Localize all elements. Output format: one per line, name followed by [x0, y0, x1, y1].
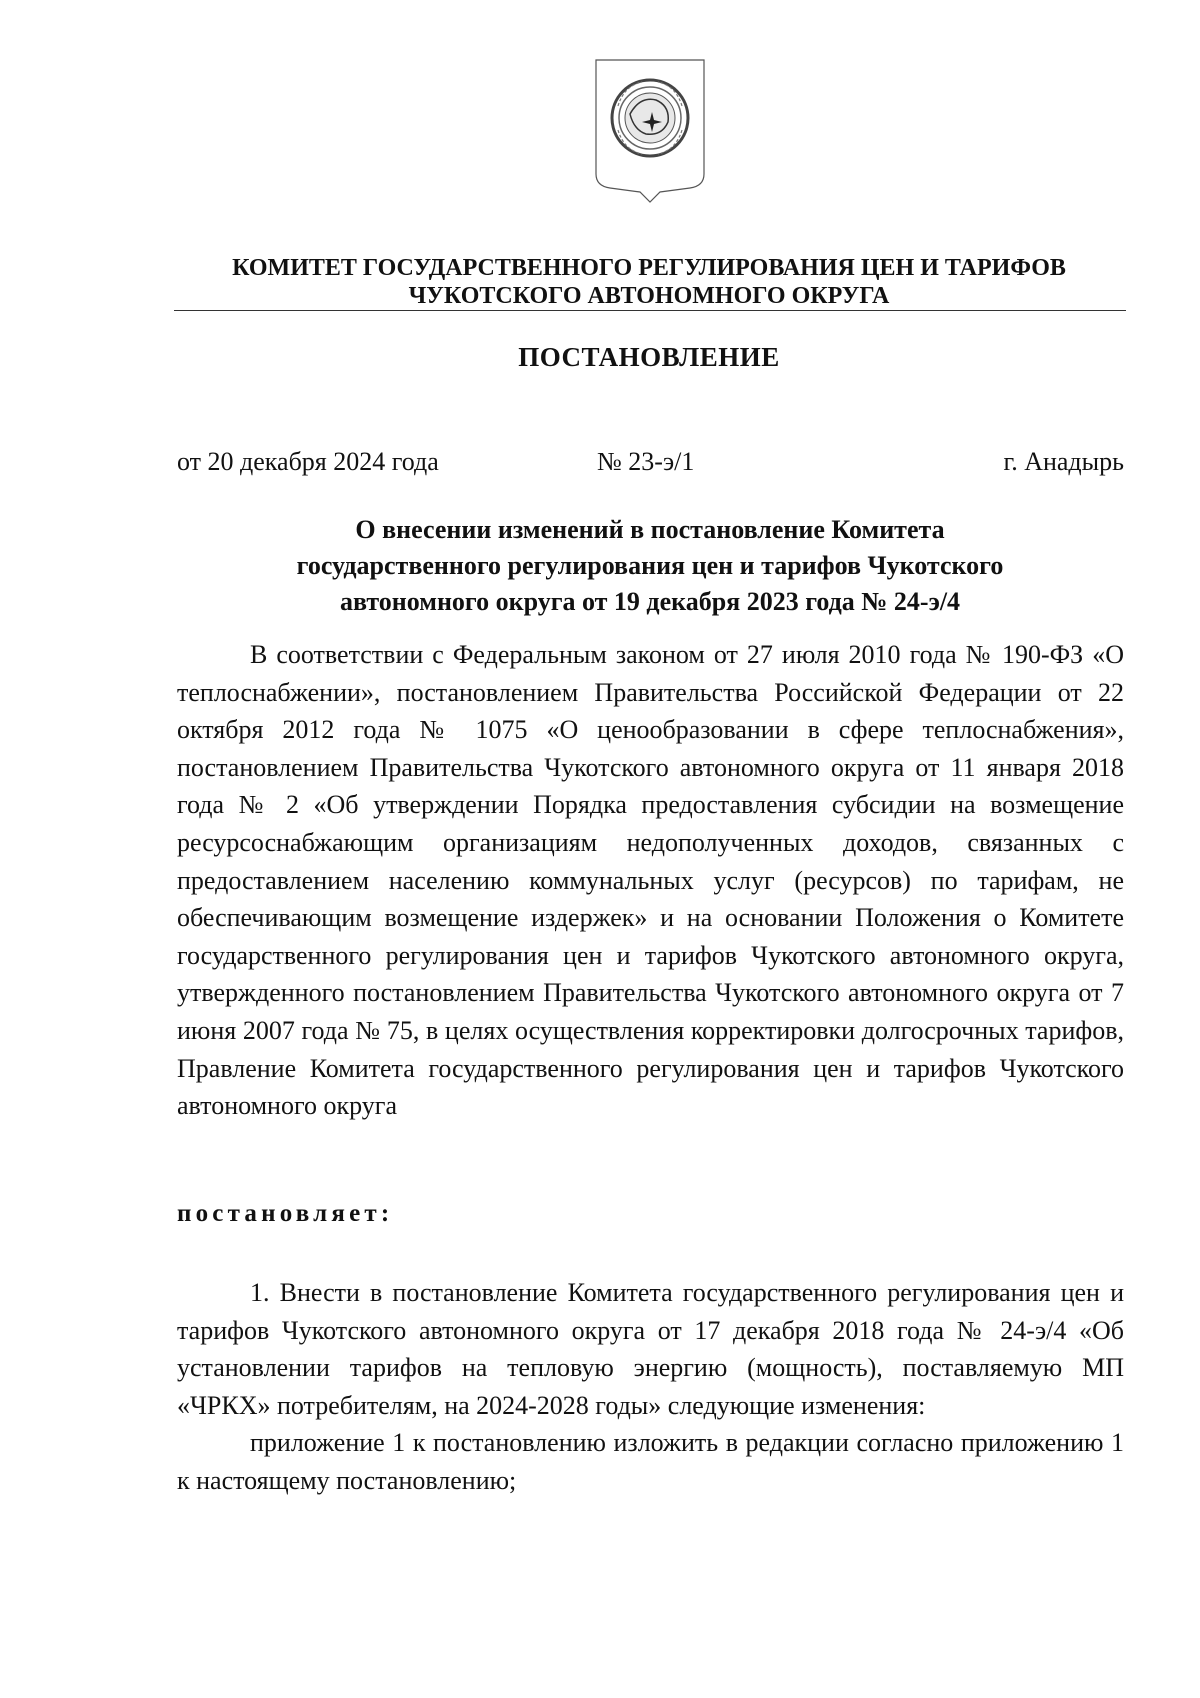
header-divider [174, 310, 1126, 311]
decree-items [177, 1274, 1124, 1500]
coat-of-arms-icon [590, 56, 710, 206]
document-title-line1: О внесении изменений в постановление Комитета [355, 515, 945, 544]
decree-word: постановляет: [177, 1200, 394, 1227]
decree-item-1: 1. Внести в постановление Комитета государственного регулирования цен и тарифов Чукотского автономного округа от 17 декабря 2018 года № 24-э/4 «Об установлении тарифов на тепловую энергию (мощность), поставляемую МП «ЧРКХ» потребителям, на 2024-2028 годы» следующие изменения: [177, 1278, 1124, 1420]
document-title [174, 512, 1126, 620]
preamble-section [177, 636, 1124, 1125]
decree-item-2: приложение 1 к постановлению изложить в редакции согласно приложению 1 к настоящему постановлению; [177, 1428, 1124, 1495]
document-title-line2: государственного регулирования цен и тарифов Чукотского [296, 551, 1004, 580]
document-date: от 20 декабря 2024 года [177, 447, 439, 476]
document-number: № 23-э/1 [597, 447, 695, 476]
organization-name-line2: ЧУКОТСКОГО АВТОНОМНОГО ОКРУГА [408, 283, 890, 309]
organization-name-line1: КОМИТЕТ ГОСУДАРСТВЕННОГО РЕГУЛИРОВАНИЯ ЦЕН И ТАРИФОВ [232, 255, 1066, 281]
document-title-line3: автономного округа от 19 декабря 2023 года № 24-э/4 [339, 587, 961, 616]
document-city: г. Анадырь [1003, 447, 1124, 476]
organization-name [174, 254, 1124, 310]
document-type: ПОСТАНОВЛЕНИЕ [518, 342, 780, 372]
preamble-paragraph: В соответствии с Федеральным законом от 27 июля 2010 года № 190-ФЗ «О теплоснабжении», постановлением Правительства Российской Федерации от 22 октября 2012 года № 1075 «О ценообразовании в сфере теплоснабжения», постановлением Правительства Чукотского автономного округа от 11 января 2018 года № 2 «Об утверждении Порядка предоставления субсидии на возмещение ресурсоснабжающим организациям недополученных доходов, связанных с предоставлением населению коммунальных услуг (ресурсов) по тарифам, не обеспечивающим возмещение издержек» и на основании Положения о Комитете государственного регулирования цен и тарифов Чукотского автономного округа, утвержденного постановлением Правительства Чукотского автономного округа от 7 июня 2007 года № 75, в целях осуществления корректировки долгосрочных тарифов, Правление Комитета государственного регулирования цен и тарифов Чукотского автономного округа [177, 640, 1124, 1121]
